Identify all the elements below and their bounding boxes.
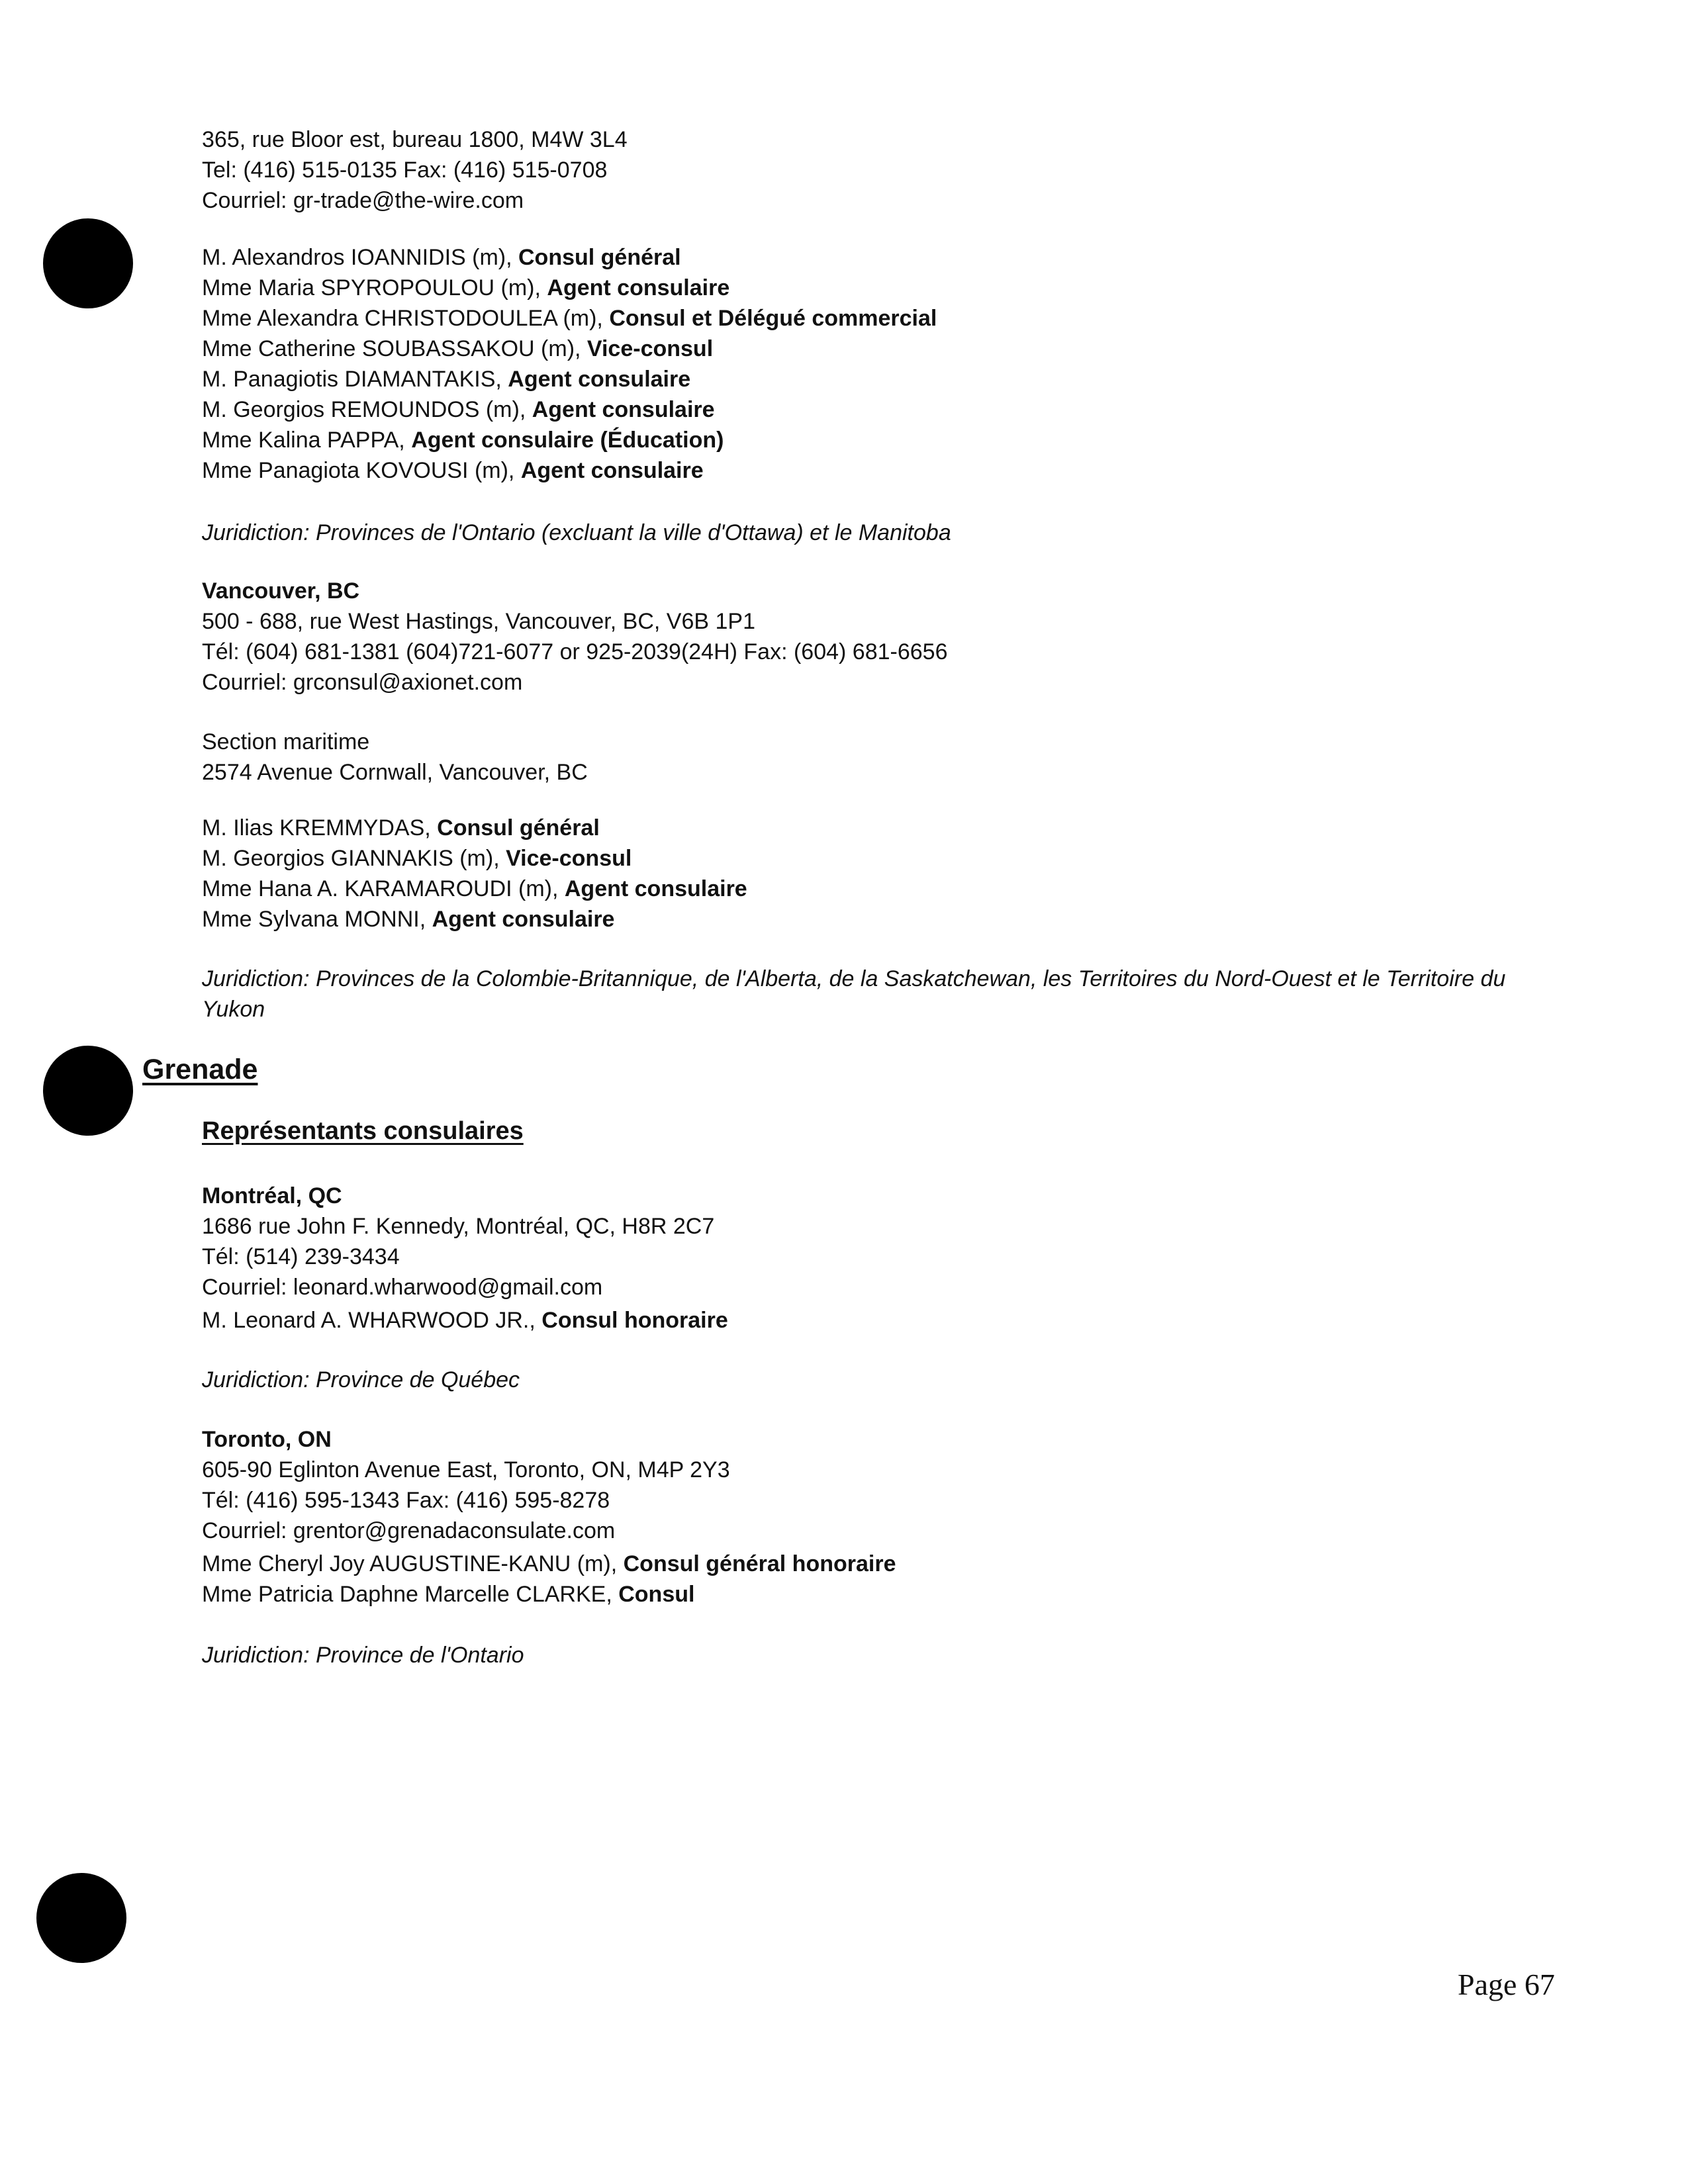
greece-toronto-contact <box>202 124 1566 216</box>
maritime-label: Section maritime <box>202 729 370 754</box>
email: Courriel: gr-trade@the-wire.com <box>202 188 524 213</box>
section-heading-consular: Représentants consulaires <box>202 1117 524 1145</box>
staff-entry: Mme Catherine SOUBASSAKOU (m), Vice-consul <box>202 336 714 361</box>
city-heading: Vancouver, BC <box>202 578 360 604</box>
staff-entry: Mme Maria SPYROPOULOU (m), Agent consulaire <box>202 275 730 300</box>
staff-entry: Mme Hana A. KARAMAROUDI (m), Agent consulaire <box>202 876 747 901</box>
staff-entry: Mme Sylvana MONNI, Agent consulaire <box>202 907 615 932</box>
grenada-toronto-jurisdiction: Juridiction: Province de l'Ontario <box>202 1643 524 1668</box>
phone: Tel: (416) 515-0135 Fax: (416) 515-0708 <box>202 158 608 183</box>
phone: Tél: (604) 681-1381 (604)721-6077 or 925-2039(24H) Fax: (604) 681-6656 <box>202 639 948 664</box>
grenada-montreal-jurisdiction: Juridiction: Province de Québec <box>202 1367 520 1392</box>
staff-entry: Mme Panagiota KOVOUSI (m), Agent consulaire <box>202 458 704 483</box>
greece-vancouver-contact <box>202 576 1566 698</box>
greece-toronto-staff <box>202 242 1566 486</box>
greece-vancouver-jurisdiction: Juridiction: Provinces de la Colombie-Britannique, de l'Alberta, de la Saskatchewan, les Territoires du Nord-Ouest et le Territoire du Yukon <box>202 966 1506 1022</box>
grenada-montreal-staff <box>202 1305 1566 1336</box>
email: Courriel: grentor@grenadaconsulate.com <box>202 1518 616 1543</box>
grenada-toronto-contact <box>202 1424 1566 1546</box>
city-heading: Montréal, QC <box>202 1183 342 1208</box>
staff-entry: Mme Patricia Daphne Marcelle CLARKE, Consul <box>202 1582 695 1607</box>
greece-vancouver-maritime <box>202 727 1566 788</box>
phone: Tél: (416) 595-1343 Fax: (416) 595-8278 <box>202 1488 610 1513</box>
grenada-toronto-staff <box>202 1549 1566 1610</box>
staff-entry: M. Georgios REMOUNDOS (m), Agent consulaire <box>202 397 715 422</box>
staff-entry: M. Georgios GIANNAKIS (m), Vice-consul <box>202 846 632 871</box>
grenada-montreal-contact <box>202 1181 1566 1302</box>
address: 605-90 Eglinton Avenue East, Toronto, ON, M4P 2Y3 <box>202 1457 730 1482</box>
address: 365, rue Bloor est, bureau 1800, M4W 3L4 <box>202 127 628 152</box>
email: Courriel: grconsul@axionet.com <box>202 670 523 695</box>
country-heading-grenada: Grenade <box>142 1054 258 1085</box>
staff-entry: Mme Alexandra CHRISTODOULEA (m), Consul et Délégué commercial <box>202 306 937 331</box>
greece-toronto-jurisdiction: Juridiction: Provinces de l'Ontario (excluant la ville d'Ottawa) et le Manitoba <box>202 520 951 545</box>
address: 500 - 688, rue West Hastings, Vancouver, BC, V6B 1P1 <box>202 609 755 634</box>
staff-entry: M. Ilias KREMMYDAS, Consul général <box>202 815 600 841</box>
greece-vancouver-staff <box>202 813 1566 934</box>
staff-entry: Mme Cheryl Joy AUGUSTINE-KANU (m), Consul général honoraire <box>202 1551 896 1576</box>
staff-entry: Mme Kalina PAPPA, Agent consulaire (Éducation) <box>202 428 724 453</box>
staff-entry: M. Alexandros IOANNIDIS (m), Consul général <box>202 245 681 270</box>
staff-entry: M. Leonard A. WHARWOOD JR., Consul honoraire <box>202 1308 728 1333</box>
email: Courriel: leonard.wharwood@gmail.com <box>202 1275 603 1300</box>
staff-entry: M. Panagiotis DIAMANTAKIS, Agent consulaire <box>202 367 691 392</box>
address: 1686 rue John F. Kennedy, Montréal, QC, H8R 2C7 <box>202 1214 715 1239</box>
city-heading: Toronto, ON <box>202 1427 332 1452</box>
maritime-address: 2574 Avenue Cornwall, Vancouver, BC <box>202 760 588 785</box>
page-number: Page 67 <box>1458 1968 1555 2001</box>
phone: Tél: (514) 239-3434 <box>202 1244 400 1269</box>
